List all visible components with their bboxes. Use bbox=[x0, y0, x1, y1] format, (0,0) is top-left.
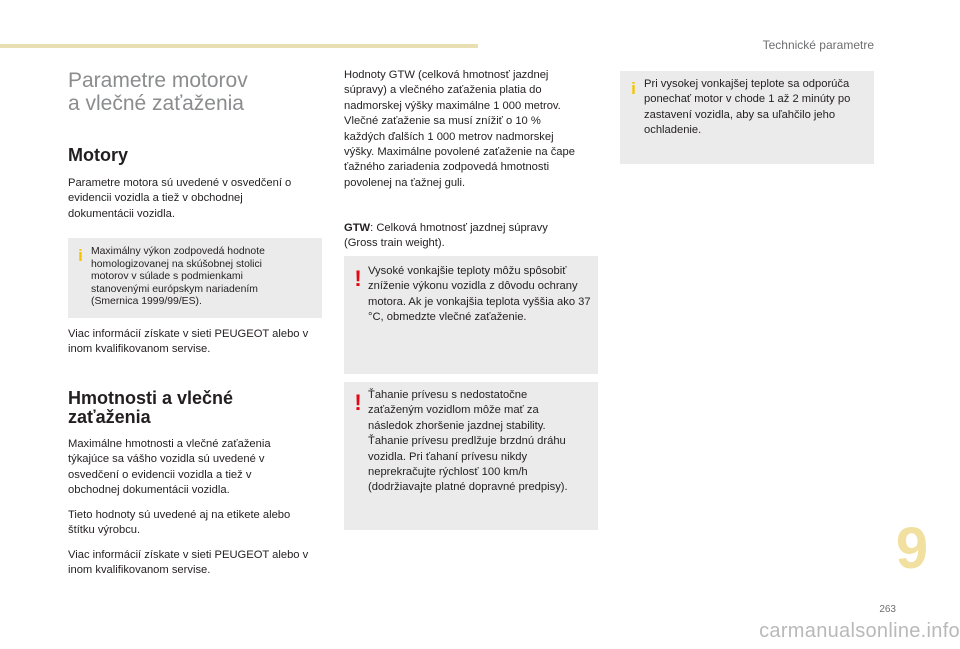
trailer-warning-box bbox=[344, 382, 598, 530]
cooling-info-box bbox=[620, 71, 874, 164]
page-title-line1: Parametre motorov bbox=[68, 69, 248, 92]
gtw-definition bbox=[344, 221, 584, 252]
page-title-line2: a vlečné zaťaženia bbox=[68, 92, 244, 115]
temperature-warning-box bbox=[344, 256, 598, 374]
warning-icon: ! bbox=[354, 390, 362, 415]
section-title: Technické parametre bbox=[762, 38, 874, 52]
engines-more-text: Viac informácií získate v sieti PEUGEOT alebo v inom kvalifikovanom servise. bbox=[68, 328, 309, 356]
page-number: 263 bbox=[879, 604, 896, 615]
header-accent-bar bbox=[0, 44, 478, 48]
weights-text-2: Tieto hodnoty sú uvedené aj na etikete alebo štítku výrobcu. bbox=[68, 509, 291, 537]
engines-heading: Motory bbox=[68, 145, 128, 165]
trailer-warning-text: Ťahanie prívesu s nedostatočne zaťaženým vozidlom môže mať za následok zhoršenie jazdnej stability. Ťahanie prívesu predlžuje brzdnú dráhu vozidla. Pri ťahaní prívesu nikdy neprekračujte rýchlosť 100 km/h (dodržiavajte platné dopravné predpisy). bbox=[368, 389, 568, 494]
watermark: carmanualsonline.info bbox=[759, 620, 960, 642]
gtw-text: Hodnoty GTW (celková hmotnosť jazdnej súpravy) a vlečného zaťaženia platia do nadmorskej výšky maximálne 1 000 metrov. Vlečné zaťaženie sa musí znížiť o 10 % každých ďalších 1 000 metrov nadmorskej výšky. Maximálne povolené zaťaženie na čape ťažného zariadenia zodpovedá hmotnosti povolenej na ťažnej guli. bbox=[344, 69, 575, 189]
page-title bbox=[68, 69, 338, 115]
info-icon: i bbox=[631, 79, 636, 98]
engines-info-text: Maximálny výkon zodpovedá hodnote homologizovanej na skúšobnej stolici motorov v súlade s podmienkami stanovenými európskym nariadením (Smernica 1999/99/ES). bbox=[91, 246, 265, 307]
weights-text-1: Maximálne hmotnosti a vlečné zaťaženia týkajúce sa vášho vozidla sú uvedené v osvedčení o evidencii vozidla a tiež v obchodnej dokumentácii vozidla. bbox=[68, 438, 271, 497]
temperature-warning-text: Vysoké vonkajšie teploty môžu spôsobiť zníženie výkonu vozidla z dôvodu ochrany motora. Ak je vonkajšia teplota vyššia ako 37 °C, obmedzte vlečné zaťaženie. bbox=[368, 265, 591, 324]
warning-icon: ! bbox=[354, 266, 362, 291]
cooling-info-text: Pri vysokej vonkajšej teplote sa odporúča ponechať motor v chode 1 až 2 minúty po zastavení vozidla, aby sa uľahčilo jeho ochladenie. bbox=[644, 78, 851, 137]
gtw-term: GTW bbox=[344, 222, 371, 234]
engines-info-box bbox=[68, 238, 322, 318]
weights-heading: Hmotnosti a vlečné zaťaženia bbox=[68, 388, 234, 427]
info-icon: i bbox=[78, 246, 83, 265]
gtw-definition-text: : Celková hmotnosť jazdnej súpravy (Gross train weight). bbox=[344, 222, 548, 250]
weights-more-text: Viac informácií získate v sieti PEUGEOT alebo v inom kvalifikovanom servise. bbox=[68, 549, 309, 577]
engines-text: Parametre motora sú uvedené v osvedčení o evidencii vozidla a tiež v obchodnej dokumentácii vozidla. bbox=[68, 177, 292, 220]
chapter-number: 9 bbox=[895, 516, 929, 581]
